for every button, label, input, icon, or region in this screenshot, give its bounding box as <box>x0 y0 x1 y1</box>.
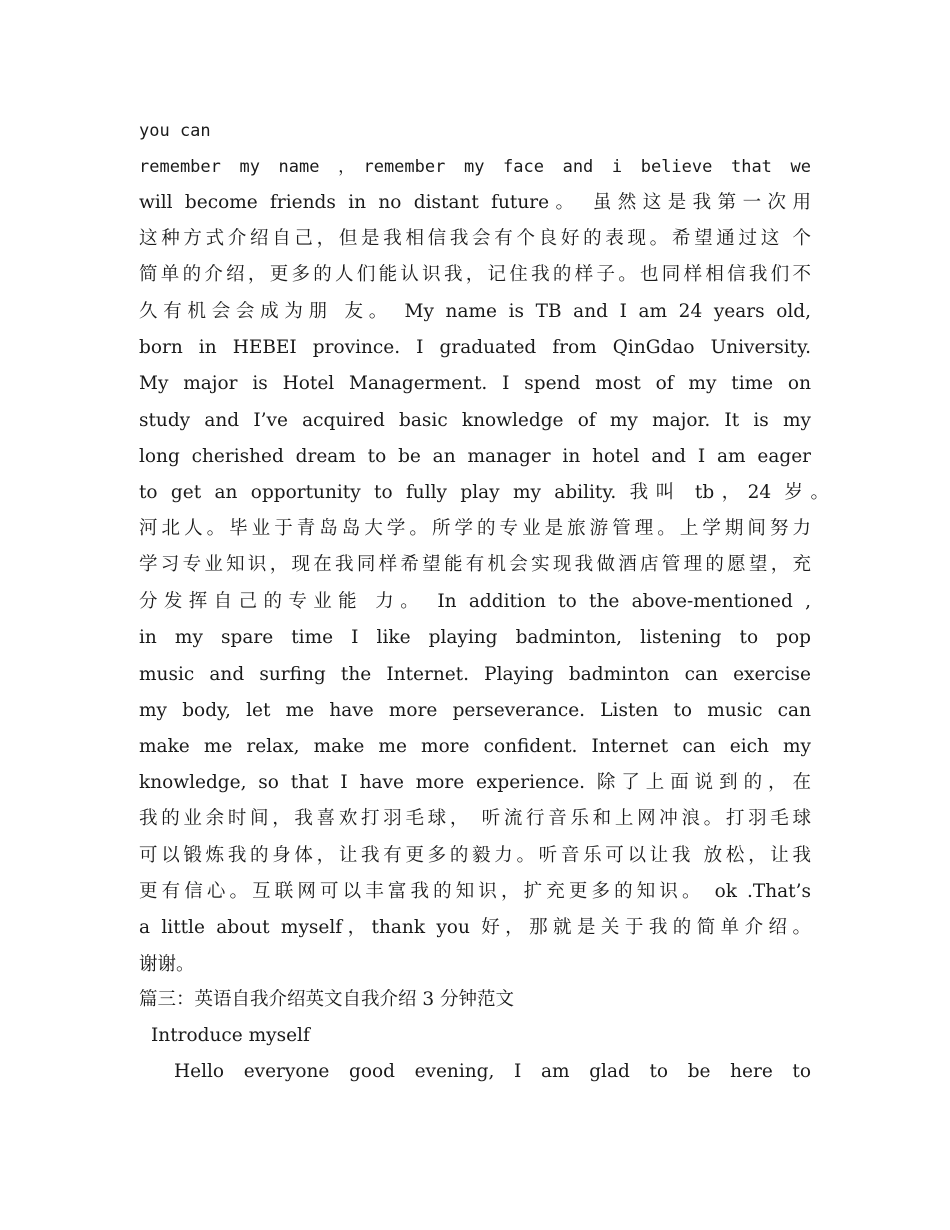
text-line: Hello everyone good evening, I am glad to be here to <box>174 1061 811 1082</box>
text-line: 这种方式介绍自己，但是我相信我会有个良好的表现。希望通过这 个 <box>139 228 811 249</box>
text-line: 久有机会会成为朋 友。 My name is TB and I am 24 years old, <box>139 301 811 322</box>
text-line: in my spare time I like playing badminton, listening to pop <box>139 627 811 648</box>
text-line: 简单的介绍，更多的人们能认识我，记住我的样子。也同样相信我们不 <box>139 264 811 285</box>
text-line: 分发挥自己的专业能 力。 In addition to the above-mentioned , <box>139 591 811 612</box>
text-line: knowledge, so that I have more experience. 除了上面说到的，在 <box>139 772 811 793</box>
text-line: to get an opportunity to fully play my ability. 我叫 tb，24 岁。 <box>139 482 829 503</box>
text-line: 可以锻炼我的身体，让我有更多的毅力。听音乐可以让我 放松，让我 <box>139 845 811 866</box>
text-line: will become friends in no distant future。 虽然这是我第一次用 <box>139 192 811 213</box>
text-line: my body, let me have more perseverance. Listen to music can <box>139 700 811 721</box>
text-line: 谢谢。 <box>139 954 195 975</box>
text-line: you can <box>139 121 211 141</box>
text-line: remember my name ，remember my face and i believe that we <box>139 157 811 177</box>
text-line: born in HEBEI province. I graduated from QinGdao University. <box>139 337 811 358</box>
text-line: 更有信心。互联网可以丰富我的知识，扩充更多的知识。 ok .That’s <box>139 881 811 902</box>
section-heading: 篇三：英语自我介绍英文自我介绍 3 分钟范文 <box>139 989 515 1010</box>
text-line: long cherished dream to be an manager in hotel and I am eager <box>139 446 811 467</box>
text-line: a little about myself，thank you 好，那就是关于我的简单介绍。 <box>139 917 811 938</box>
text-line: 河北人。毕业于青岛岛大学。所学的专业是旅游管理。上学期间努力 <box>139 518 811 539</box>
text-line: music and surfing the Internet. Playing badminton can exercise <box>139 664 811 685</box>
text-line: 我的业余时间，我喜欢打羽毛球， 听流行音乐和上网冲浪。打羽毛球 <box>139 808 811 829</box>
text-line: Introduce myself <box>151 1025 310 1046</box>
text-line: My major is Hotel Managerment. I spend most of my time on <box>139 373 811 394</box>
text-line: study and I’ve acquired basic knowledge of my major. It is my <box>139 410 811 431</box>
text-line: make me relax, make me more confident. Internet can eich my <box>139 736 811 757</box>
text-line: 学习专业知识，现在我同样希望能有机会实现我做酒店管理的愿望，充 <box>139 554 811 575</box>
